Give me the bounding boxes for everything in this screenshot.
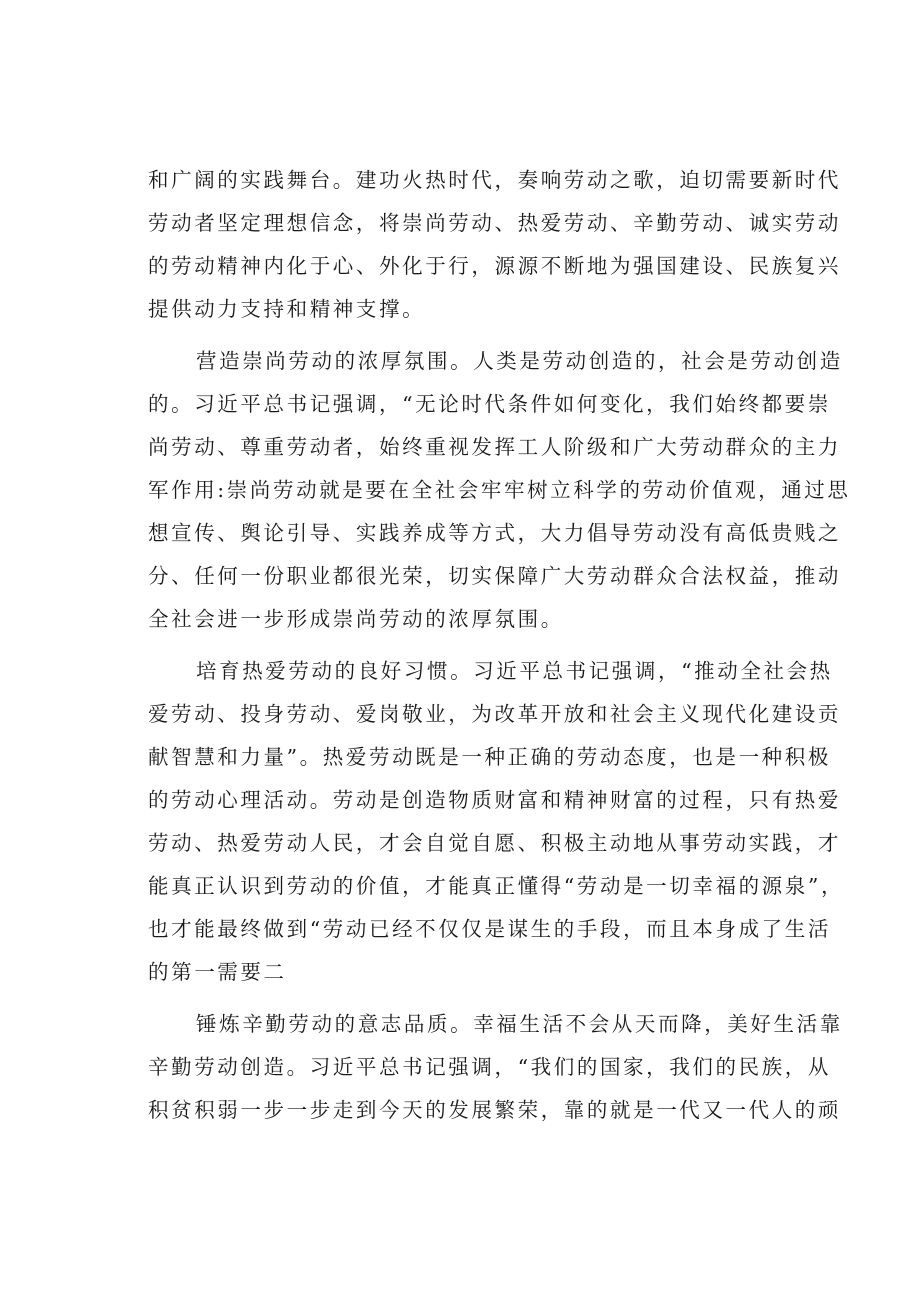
text-line: 劳动者坚定理想信念，将崇尚劳动、热爱劳动、辛勤劳动、诚实劳动 <box>148 211 841 235</box>
text-line: 的劳动精神内化于心、外化于行，源源不断地为强国建设、民族复兴 <box>148 254 841 278</box>
text-line: 献智慧和力量”。热爱劳动既是一种正确的劳动态度，也是一种积极 <box>148 745 831 769</box>
text-line: 全社会进一步形成崇尚劳动的浓厚氛围。 <box>148 607 564 631</box>
text-line: 尚劳动、尊重劳动者，始终重视发挥工人阶级和广大劳动群众的主力 <box>148 435 841 459</box>
text-line: 军作用:崇尚劳动就是要在全社会牢牢树立科学的劳动价值观，通过思 <box>148 478 851 502</box>
text-line: 也才能最终做到“劳动已经不仅仅是谋生的手段，而且本身成了生活 <box>148 917 831 941</box>
text-line: 分、任何一份职业都很光荣，切实保障广大劳动群众合法权益，推动 <box>148 564 841 588</box>
text-line: 和广阔的实践舞台。建功火热时代，奏响劳动之歌，迫切需要新时代 <box>148 168 841 192</box>
paragraph <box>148 1003 843 1132</box>
text-line: 积贫积弱一步一步走到今天的发展繁荣，靠的就是一代又一代人的顽 <box>148 1098 841 1122</box>
text-line: 辛勤劳动创造。习近平总书记强调，“我们的国家，我们的民族，从 <box>148 1055 831 1079</box>
text-line: 想宣传、舆论引导、实践养成等方式，大力倡导劳动没有高低贵贱之 <box>148 521 841 545</box>
document-body <box>148 159 851 1132</box>
text-line: 爱劳动、投身劳动、爱岗敬业，为改革开放和社会主义现代化建设贡 <box>148 702 841 726</box>
text-line: 能真正认识到劳动的价值，才能真正懂得“劳动是一切幸福的源泉”， <box>148 874 845 898</box>
paragraph <box>148 650 845 994</box>
text-line: 培育热爱劳动的良好习惯。习近平总书记强调，“推动全社会热 <box>196 659 833 683</box>
text-line: 提供动力支持和精神支撑。 <box>148 297 426 321</box>
text-line: 的第一需要二 <box>148 960 287 984</box>
text-line: 的。习近平总书记强调，“无论时代条件如何变化，我们始终都要崇 <box>148 392 831 416</box>
text-line: 营造崇尚劳动的浓厚氛围。人类是劳动创造的，社会是劳动创造 <box>196 349 843 373</box>
text-line: 劳动、热爱劳动人民，才会自觉自愿、积极主动地从事劳动实践，才 <box>148 831 841 855</box>
paragraph <box>148 159 841 331</box>
text-line: 锤炼辛勤劳动的意志品质。幸福生活不会从天而降，美好生活靠 <box>196 1012 843 1036</box>
paragraph <box>148 340 851 641</box>
text-line: 的劳动心理活动。劳动是创造物质财富和精神财富的过程，只有热爱 <box>148 788 841 812</box>
